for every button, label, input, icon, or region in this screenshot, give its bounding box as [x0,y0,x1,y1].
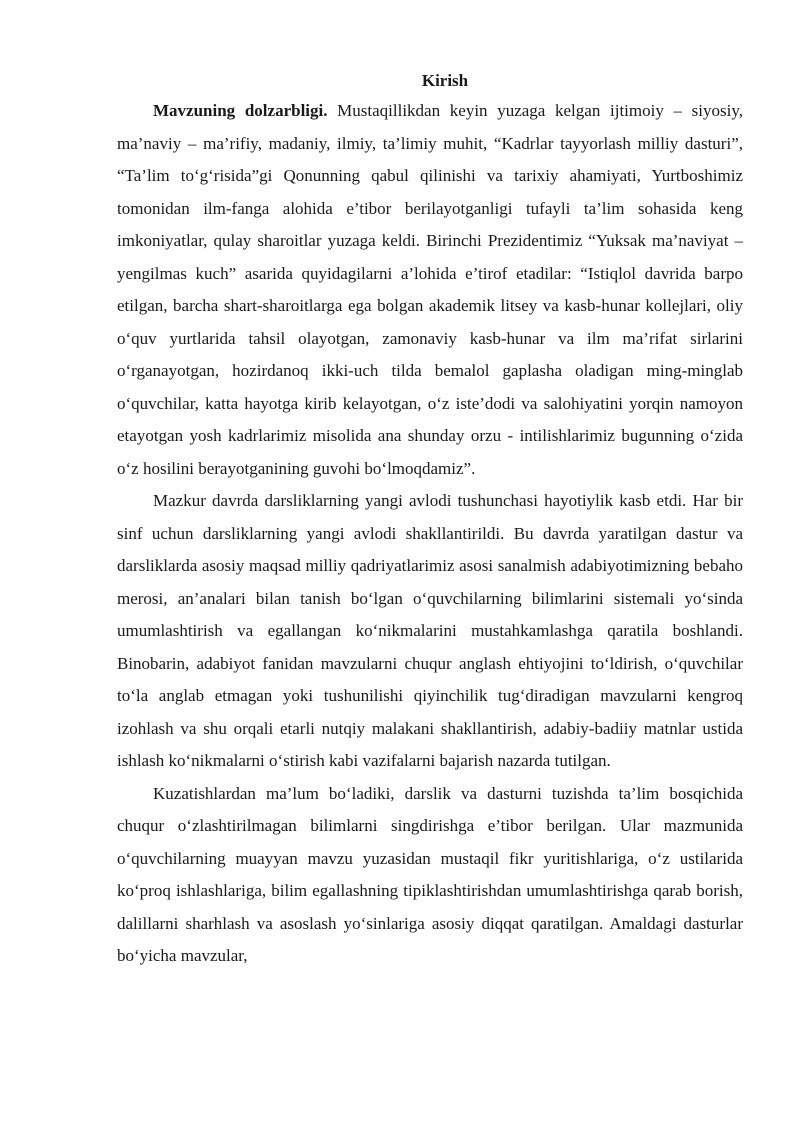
paragraph-text: Kuzatishlardan ma’lum bo‘ladiki, darslik va dasturni tuzishda ta’lim bosqichida chuqur o‘zlashtirilmagan bilimlarni singdirishga e’tibor berilgan. Ular mazmunida o‘quvchilarning muayyan mavzu yuzasidan mustaqil fikr yuritishlariga, o‘z ustilarida ko‘proq ishlashlariga, bilim egallashning tipiklashtirishdan umumlashtirishga qarab borish, dalillarni sharhlash va asoslash yo‘sinlariga asosiy diqqat qaratilgan. Amaldagi dasturlar bo‘yicha mavzular, [117,783,743,965]
document-page [117,67,743,973]
paragraph-text: Mustaqillikdan keyin yuzaga kelgan ijtimoiy – siyosiy, ma’naviy – ma’rifiy, madaniy, ilmiy, ta’limiy muhit, “Kadrlar tayyorlash milliy dasturi”, “Ta’lim to‘g‘risida”gi Qonunning qabul qilinishi va tarixiy ahamiyati, Yurtboshimiz tomonidan ilm-fanga alohida e’tibor berilayotganligi tufayli ta’lim sohasida keng imkoniyatlar, qulay sharoitlar yuzaga keldi. Birinchi Prezidentimiz “Yuksak ma’naviyat – yengilmas kuch” asarida quyidagilarni a’lohida e’tirof etadilar: “Istiqlol davrida barpo etilgan, barcha shart-sharoitlarga ega bolgan akademik litsey va kasb-hunar kollejlari, oliy o‘quv yurtlarida tahsil olayotgan, zamonaviy kasb-hunar va ilm ma’rifat sirlarini o‘rganayotgan, hozirdanoq ikki-uch tilda bemalol gaplasha oladigan ming-minglab o‘quvchilar, katta hayotga kirib kelayotgan, o‘z iste’dodi va salohiyatini yorqin namoyon etayotgan yosh kadrlarimiz misolida ana shunday orzu - intilishlarimiz bugunning o‘zida o‘z hosilini berayotganining guvohi bo‘lmoqdamiz”. [117,101,743,478]
section-title: Kirish [421,71,469,90]
paragraph-relevance [117,95,743,485]
paragraph-text: Mazkur davrda darsliklarning yangi avlodi tushunchasi hayotiylik kasb etdi. Har bir sinf uchun darsliklarning yangi avlodi shakllantirildi. Bu davrda yaratilgan dastur va darsliklarda asosiy maqsad milliy qadriyatlarimiz asosi sanalmish adabiyotimizning bebaho merosi, an’analari bilan tanish bo‘lgan o‘quvchilarning bilimlarini sistemali yo‘sinda umumlashtirish va egallangan ko‘nikmalarini mustahkamlashga qaratila boshlandi. Binobarin, adabiyot fanidan mavzularni chuqur anglash ehtiyojini to‘ldirish, o‘quvchilar to‘la anglab etmagan yoki tushunilishi qiyinchilik tug‘diradigan mavzularni kengroq izohlash va shu orqali etarli nutqiy malakani shakllantirish, adabiy-badiiy matnlar ustida ishlash ko‘nikmalarni o‘stirish kabi vazifalarni bajarish nazarda tutilgan. [117,491,743,770]
paragraph-lead: Mavzuning dolzarbligi. [153,101,328,120]
paragraph-textbooks [117,485,743,778]
paragraph-observations [117,778,743,973]
